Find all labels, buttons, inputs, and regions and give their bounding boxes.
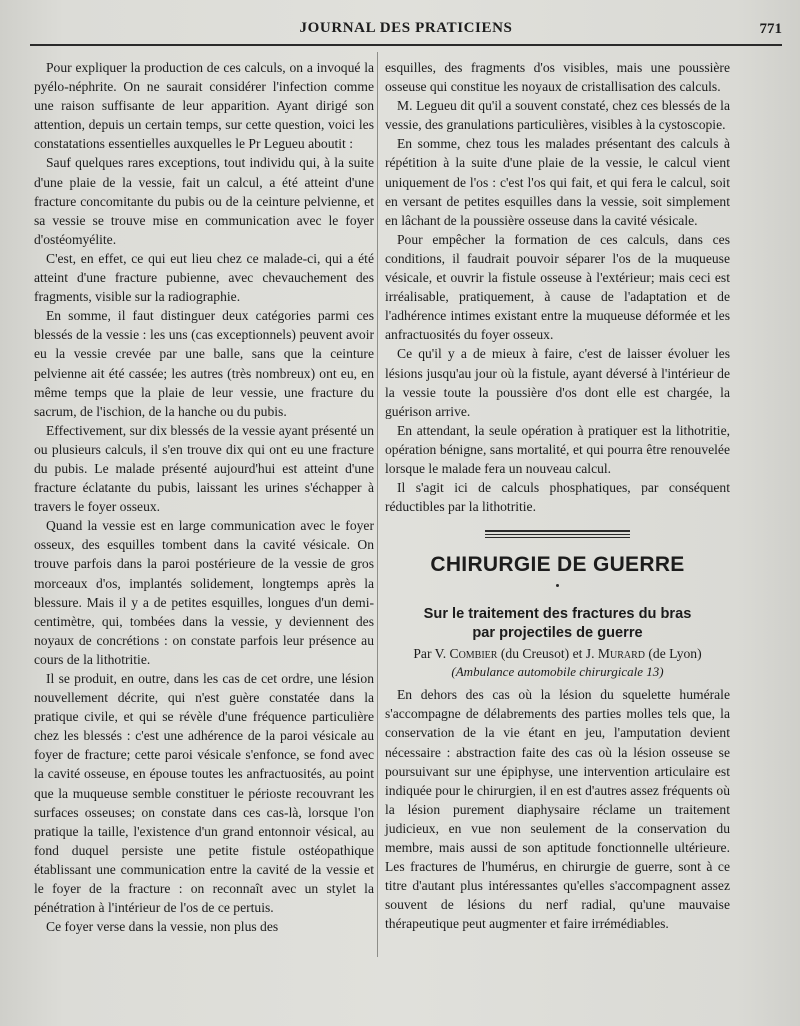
article-byline — [385, 644, 730, 663]
article-title-line: par projectiles de guerre — [472, 625, 643, 642]
paragraph: Effectivement, sur dix blessés de la vessie ayant présenté un ou plusieurs calculs, il s'en trouve dix qui ont eu une fracture du pubis. Le malade présenté aujourd'hui est atteint d'une fracture éclatante du pubis, laissant les urines s'échapper à travers le foyer osseux. — [34, 422, 374, 515]
section-rule — [485, 530, 630, 535]
left-column — [34, 58, 374, 936]
paragraph: Il se produit, en outre, dans les cas de cet ordre, une lésion nouvellement décrite, qui n'est guère constatée dans la pratique civile, et qui se révèle d'une fréquence particulière chez les blessés : c'est une adhérence de la paroi vésicale au foyer de fracture; cette paroi vésicale s'enfonce, se fond avec la cavité osseuse, en épouse toutes les anfractuosités, au point que la muqueuse semble constituer le périoste recouvrant les surfaces osseuses; on constate dans ces cas-là, lorsque l'on pratique la taille, l'existence d'un grand entonnoir vésical, au fond duquel persiste une petite fistule ostéopathique établissant une communication entre la cavité de la vessie et le foyer de la fracture : on reconnaît avec un stylet la pénétration à l'intérieur de l'os de ce pertuis. — [34, 671, 374, 916]
paragraph: C'est, en effet, ce qui eut lieu chez ce malade-ci, qui a été atteint d'une fracture pubienne, avec chevauchement des fragments, visible sur la radiographie. — [34, 250, 374, 305]
paragraph: En attendant, la seule opération à pratiquer est la lithotritie, opération bénigne, sans mortalité, et qui pourra être renouvelée lorsque le malade fera un nouveau calcul. — [385, 422, 730, 476]
paragraph: esquilles, des fragments d'os visibles, mais une poussière osseuse qui constitue les noyaux de cristallisation des calculs. — [385, 60, 730, 95]
author-name: Combier — [449, 646, 498, 662]
paragraph: Pour expliquer la production de ces calculs, on a invoqué la pyélo-néphrite. On ne saurait considérer l'infection comme une raison suffisante de leur apparition. Ayant dirigé son attention, depuis un certain temps, sur cette question, voici les constatations essentielles auxquelles le Pr Legueu aboutit : — [34, 60, 374, 152]
paragraph: En somme, chez tous les malades présentant des calculs à répétition à la suite d'une plaie de la vessie, le calcul vient uniquement de l'os : c'est l'os qui fait, et qui fera le calcul, soit en versant de petites esquilles dans la vessie, soit simplement en lâchant de la poussière osseuse dans la cavité vésicale. — [385, 136, 730, 228]
section-ornament — [556, 584, 559, 587]
right-column — [385, 58, 730, 933]
article-affiliation: (Ambulance automobile chirurgicale 13) — [451, 664, 664, 680]
page-number: 771 — [759, 21, 782, 37]
article-title — [385, 605, 730, 643]
author-affiliation: (de Lyon) — [645, 646, 702, 662]
paragraph: Sauf quelques rares exceptions, tout individu qui, à la suite d'une plaie de la vessie, fait un calcul, a été atteint d'une fracture concomitante du pubis ou de la ceinture pelvienne, et sa vessie se trouve mise en communication avec le foyer d'ostéomyélite. — [34, 155, 374, 247]
journal-title: JOURNAL DES PRATICIENS — [299, 20, 513, 36]
byline-prefix: Par V. — [413, 646, 450, 662]
author-name: Murard — [597, 646, 645, 662]
article-title-line: Sur le traitement des fractures du bras — [423, 606, 692, 623]
paragraph: En somme, il faut distinguer deux catégories parmi ces blessés de la vessie : les uns (cas exceptionnels) peuvent avoir eu la vessie crevée par une balle, sans que la ceinture pelvienne ait été cassée; les autres (très nombreux) ont eu, en même temps que la plaie de leur vessie, une fracture du sacrum, de l'ischion, de la hanche ou du pubis. — [34, 308, 374, 419]
paragraph: Pour empêcher la formation de ces calculs, dans ces conditions, il faudrait pouvoir séparer l'os de la muqueuse vésicale, et ouvrir la fistule osseuse à l'extérieur; mais ceci est irréalisable, pratiquement, à cause de l'adaptation et de l'adhérence intimes existant entre la muqueuse déformée et les anfractuosités du foyer osseux. — [385, 231, 730, 343]
author-affiliation: (du Creusot) et J. — [497, 646, 598, 662]
paragraph: Quand la vessie est en large communication avec le foyer osseux, des esquilles tombent dans la cavité vésicale. On trouve parfois dans la paroi postérieure de la vessie de gros morceaux d'os, implantés solidement, longtemps après la blessure. Mais il y a de petites esquilles, longues d'un demi-centimètre, qui, tombées dans la vessie, y deviennent des noyaux de concrétions : on constate parfois leur présence au cours de la lithotritie. — [34, 518, 374, 667]
header-rule — [30, 44, 782, 46]
paragraph: M. Legueu dit qu'il a souvent constaté, chez ces blessés de la vessie, des granulations particulières, visibles à la cystoscopie. — [385, 98, 730, 133]
page-header — [30, 18, 782, 46]
article-body: En dehors des cas où la lésion du squelette humérale s'accompagne de délabrements des parties molles tels que, la conservation de la vie étant en jeu, l'amputation devient nécessaire : abstraction faite des cas où la lésion osseuse se poursuivant sur une épiphyse, une intervention articulaire est indiquée pour le chirurgien, il en est d'autres assez fréquents où la lésion purement diaphysaire réclame un traitement judicieux, en vue non seulement de la conservation du membre, mais aussi de son aptitude fonctionnelle ultérieure. Les fractures de l'humérus, en chirurgie de guerre, sont à ce titre d'autant plus intéressantes qu'elles s'accompagnent assez souvent de lésions du nerf radial, qu'une mauvaise thérapeutique peut augmenter et faire irrémédiables. — [385, 687, 730, 932]
paragraph: Il s'agit ici de calculs phosphatiques, par conséquent réductibles par la lithotritie. — [385, 480, 730, 515]
section-rule-thin — [485, 537, 630, 538]
column-divider — [377, 52, 378, 957]
paragraph: Ce foyer verse dans la vessie, non plus des — [46, 919, 279, 935]
section-title: CHIRURGIE DE GUERRE — [430, 553, 685, 577]
paragraph: Ce qu'il y a de mieux à faire, c'est de laisser évoluer les lésions jusqu'au jour où la fistule, ayant déversé à l'intérieur de la vessie toute la poussière d'os dont elle est chargée, la guérison arrive. — [385, 346, 730, 419]
